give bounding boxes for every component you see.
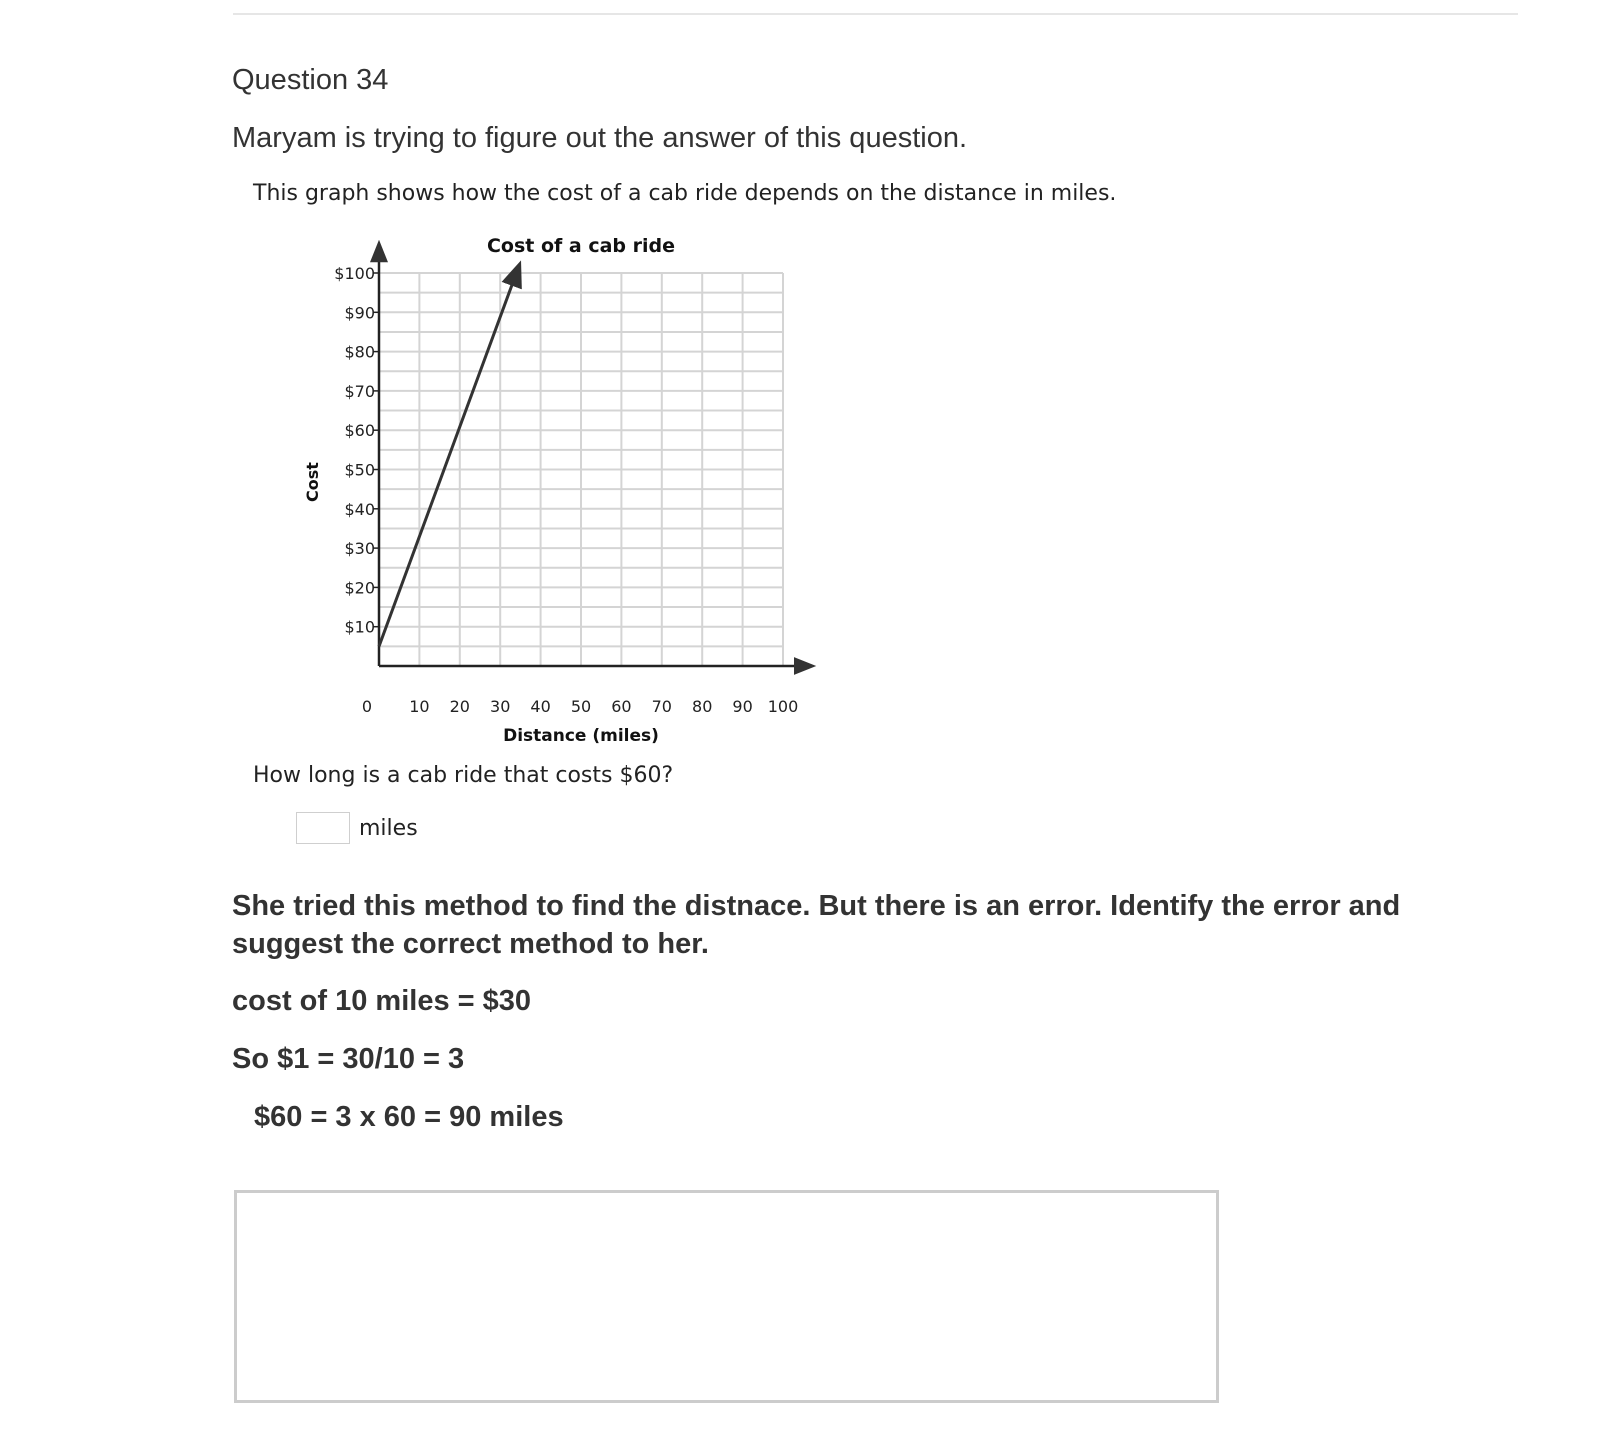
chart-grid (379, 273, 783, 666)
y-tick-label: $50 (344, 460, 375, 480)
chart-y-axis-label: Cost (303, 462, 322, 502)
y-tick-label: $80 (344, 342, 375, 362)
y-tick-label: $70 (344, 381, 375, 401)
series-line-cost (379, 273, 516, 646)
y-tick-label: $100 (334, 264, 375, 283)
x-tick-label: 100 (767, 697, 799, 716)
y-tick-label: $90 (344, 303, 375, 323)
response-textarea[interactable] (234, 1190, 1219, 1403)
work-line-1: cost of 10 miles = $30 (232, 985, 532, 1017)
y-tick-label: $60 (344, 421, 375, 441)
x-tick-label: 0 (361, 697, 373, 716)
chart-title: Cost of a cab ride (486, 235, 676, 257)
x-tick-label: 20 (449, 697, 470, 716)
sub-question: How long is a cab ride that costs $60? (253, 763, 674, 788)
question-intro: Maryam is trying to figure out the answer of this question. (232, 122, 968, 154)
chart-x-axis-label: Distance (miles) (503, 726, 659, 746)
miles-answer-input[interactable] (296, 812, 350, 844)
work-line-3: $60 = 3 x 60 = 90 miles (254, 1101, 564, 1133)
question-title: Question 34 (232, 64, 389, 96)
x-tick-label: 50 (570, 697, 592, 716)
y-tick-label: $20 (344, 578, 375, 598)
y-tick-label: $10 (344, 617, 375, 637)
work-line-2: So $1 = 30/10 = 3 (232, 1043, 465, 1075)
x-tick-label: 10 (409, 697, 430, 716)
chart-series (379, 273, 516, 646)
x-tick-label: 90 (732, 697, 753, 716)
y-tick-label: $40 (344, 499, 375, 519)
answer-unit-label: miles (359, 816, 418, 841)
error-prompt: She tried this method to find the distnace. But there is an error. Identify the error and suggest the correct method to her. (232, 890, 1401, 960)
x-tick-label: 40 (530, 697, 551, 716)
x-tick-label: 60 (611, 697, 632, 716)
graph-caption: This graph shows how the cost of a cab ride depends on the distance in miles. (253, 181, 1117, 206)
x-tick-label: 70 (651, 697, 672, 716)
y-tick-label: $30 (344, 539, 375, 559)
x-tick-label: 80 (692, 697, 713, 716)
x-tick-label: 30 (490, 697, 511, 716)
